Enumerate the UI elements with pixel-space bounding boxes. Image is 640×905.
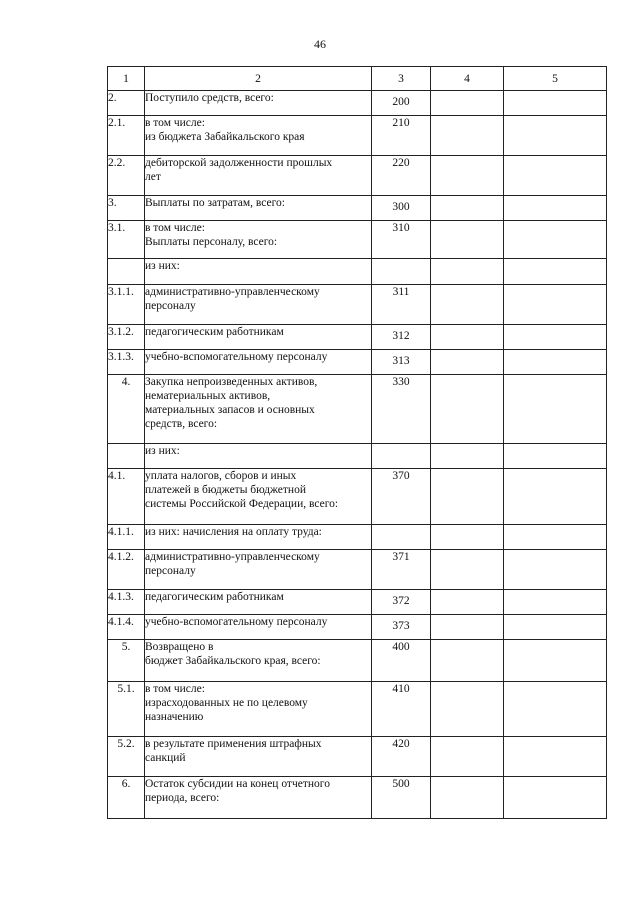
row-name-cell: Закупка непроизведенных активов, нематериальных активов, материальных запасов и основных средств, всего: [145,375,372,444]
table-row [108,285,607,325]
row-name-cell: в том числе: израсходованных не по целевому назначению [145,682,372,737]
row-value-cell-4 [431,91,504,116]
row-number-cell [108,444,145,469]
row-name-cell: в результате применения штрафных санкций [145,737,372,777]
row-name-cell: из них: [145,444,372,469]
row-value-cell-4 [431,156,504,196]
row-number-cell: 6. [108,777,145,819]
row-number-cell: 5.2. [108,737,145,777]
row-code-cell: 311 [372,285,431,325]
table-row [108,525,607,550]
table-row [108,116,607,156]
row-code-cell: 420 [372,737,431,777]
row-number-cell: 4. [108,375,145,444]
row-code-cell: 373 [372,615,431,640]
page-number: 46 [314,37,326,51]
row-value-cell-5 [504,196,607,221]
row-value-cell-5 [504,682,607,737]
row-value-cell-4 [431,550,504,590]
row-value-cell-5 [504,350,607,375]
row-code-cell: 220 [372,156,431,196]
row-code-cell: 372 [372,590,431,615]
row-value-cell-5 [504,615,607,640]
row-value-cell-4 [431,221,504,259]
row-value-cell-5 [504,469,607,525]
row-value-cell-5 [504,737,607,777]
row-name-cell: в том числе: Выплаты персоналу, всего: [145,221,372,259]
row-value-cell-4 [431,196,504,221]
row-value-cell-5 [504,91,607,116]
row-number-cell: 4.1.3. [108,590,145,615]
row-value-cell-5 [504,590,607,615]
table-row [108,259,607,285]
table-row [108,444,607,469]
row-number-cell: 4.1.2. [108,550,145,590]
row-value-cell-4 [431,590,504,615]
row-value-cell-5 [504,550,607,590]
row-value-cell-5 [504,116,607,156]
row-number-cell: 3.1.3. [108,350,145,375]
row-number-cell: 2.2. [108,156,145,196]
row-value-cell-4 [431,285,504,325]
table-row [108,375,607,444]
row-value-cell-5 [504,375,607,444]
row-number-cell [108,259,145,285]
row-value-cell-5 [504,444,607,469]
row-number-cell: 5.1. [108,682,145,737]
header-cell-3: 3 [372,67,431,91]
table-body [108,91,607,819]
table-row [108,615,607,640]
row-value-cell-4 [431,259,504,285]
table-row [108,777,607,819]
row-value-cell-4 [431,525,504,550]
row-name-cell: Возвращено в бюджет Забайкальского края, всего: [145,640,372,682]
table-row [108,325,607,350]
row-value-cell-5 [504,325,607,350]
table-row [108,682,607,737]
row-name-cell: уплата налогов, сборов и иных платежей в бюджеты бюджетной системы Российской Федерации, всего: [145,469,372,525]
row-code-cell: 310 [372,221,431,259]
row-name-cell: педагогическим работникам [145,590,372,615]
row-name-cell: из них: начисления на оплату труда: [145,525,372,550]
row-code-cell [372,444,431,469]
report-table [107,66,607,819]
row-value-cell-5 [504,259,607,285]
row-value-cell-4 [431,737,504,777]
row-number-cell: 5. [108,640,145,682]
row-value-cell-5 [504,525,607,550]
row-value-cell-4 [431,640,504,682]
row-code-cell: 410 [372,682,431,737]
row-code-cell: 400 [372,640,431,682]
row-number-cell: 3.1. [108,221,145,259]
header-row [108,67,607,91]
row-code-cell: 210 [372,116,431,156]
table-row [108,156,607,196]
row-number-cell: 3.1.2. [108,325,145,350]
row-value-cell-5 [504,640,607,682]
row-name-cell: Остаток субсидии на конец отчетного периода, всего: [145,777,372,819]
row-value-cell-4 [431,116,504,156]
row-value-cell-5 [504,221,607,259]
row-value-cell-4 [431,469,504,525]
row-name-cell: из них: [145,259,372,285]
row-name-cell: учебно-вспомогательному персоналу [145,615,372,640]
table-row [108,469,607,525]
row-value-cell-4 [431,615,504,640]
row-name-cell: Выплаты по затратам, всего: [145,196,372,221]
table-row [108,550,607,590]
row-value-cell-4 [431,375,504,444]
table-row [108,196,607,221]
row-value-cell-4 [431,350,504,375]
table-row [108,221,607,259]
header-cell-5: 5 [504,67,607,91]
table-row [108,350,607,375]
row-value-cell-4 [431,682,504,737]
row-name-cell: Поступило средств, всего: [145,91,372,116]
row-code-cell [372,525,431,550]
row-value-cell-4 [431,444,504,469]
row-value-cell-5 [504,156,607,196]
row-value-cell-5 [504,285,607,325]
row-number-cell: 3. [108,196,145,221]
row-code-cell: 300 [372,196,431,221]
row-code-cell [372,259,431,285]
table-row [108,737,607,777]
table-row [108,91,607,116]
row-value-cell-5 [504,777,607,819]
row-name-cell: педагогическим работникам [145,325,372,350]
header-cell-1: 1 [108,67,145,91]
table-row [108,590,607,615]
row-value-cell-4 [431,325,504,350]
row-code-cell: 370 [372,469,431,525]
row-name-cell: дебиторской задолженности прошлых лет [145,156,372,196]
row-code-cell: 500 [372,777,431,819]
row-code-cell: 200 [372,91,431,116]
row-name-cell: учебно-вспомогательному персоналу [145,350,372,375]
row-code-cell: 330 [372,375,431,444]
row-name-cell: административно-управленческому персоналу [145,550,372,590]
header-cell-4: 4 [431,67,504,91]
row-name-cell: административно-управленческому персоналу [145,285,372,325]
row-number-cell: 4.1.4. [108,615,145,640]
row-number-cell: 3.1.1. [108,285,145,325]
row-number-cell: 2.1. [108,116,145,156]
table-row [108,640,607,682]
row-name-cell: в том числе: из бюджета Забайкальского края [145,116,372,156]
row-code-cell: 371 [372,550,431,590]
header-cell-2: 2 [145,67,372,91]
row-code-cell: 313 [372,350,431,375]
row-value-cell-4 [431,777,504,819]
row-number-cell: 2. [108,91,145,116]
row-code-cell: 312 [372,325,431,350]
row-number-cell: 4.1. [108,469,145,525]
row-number-cell: 4.1.1. [108,525,145,550]
